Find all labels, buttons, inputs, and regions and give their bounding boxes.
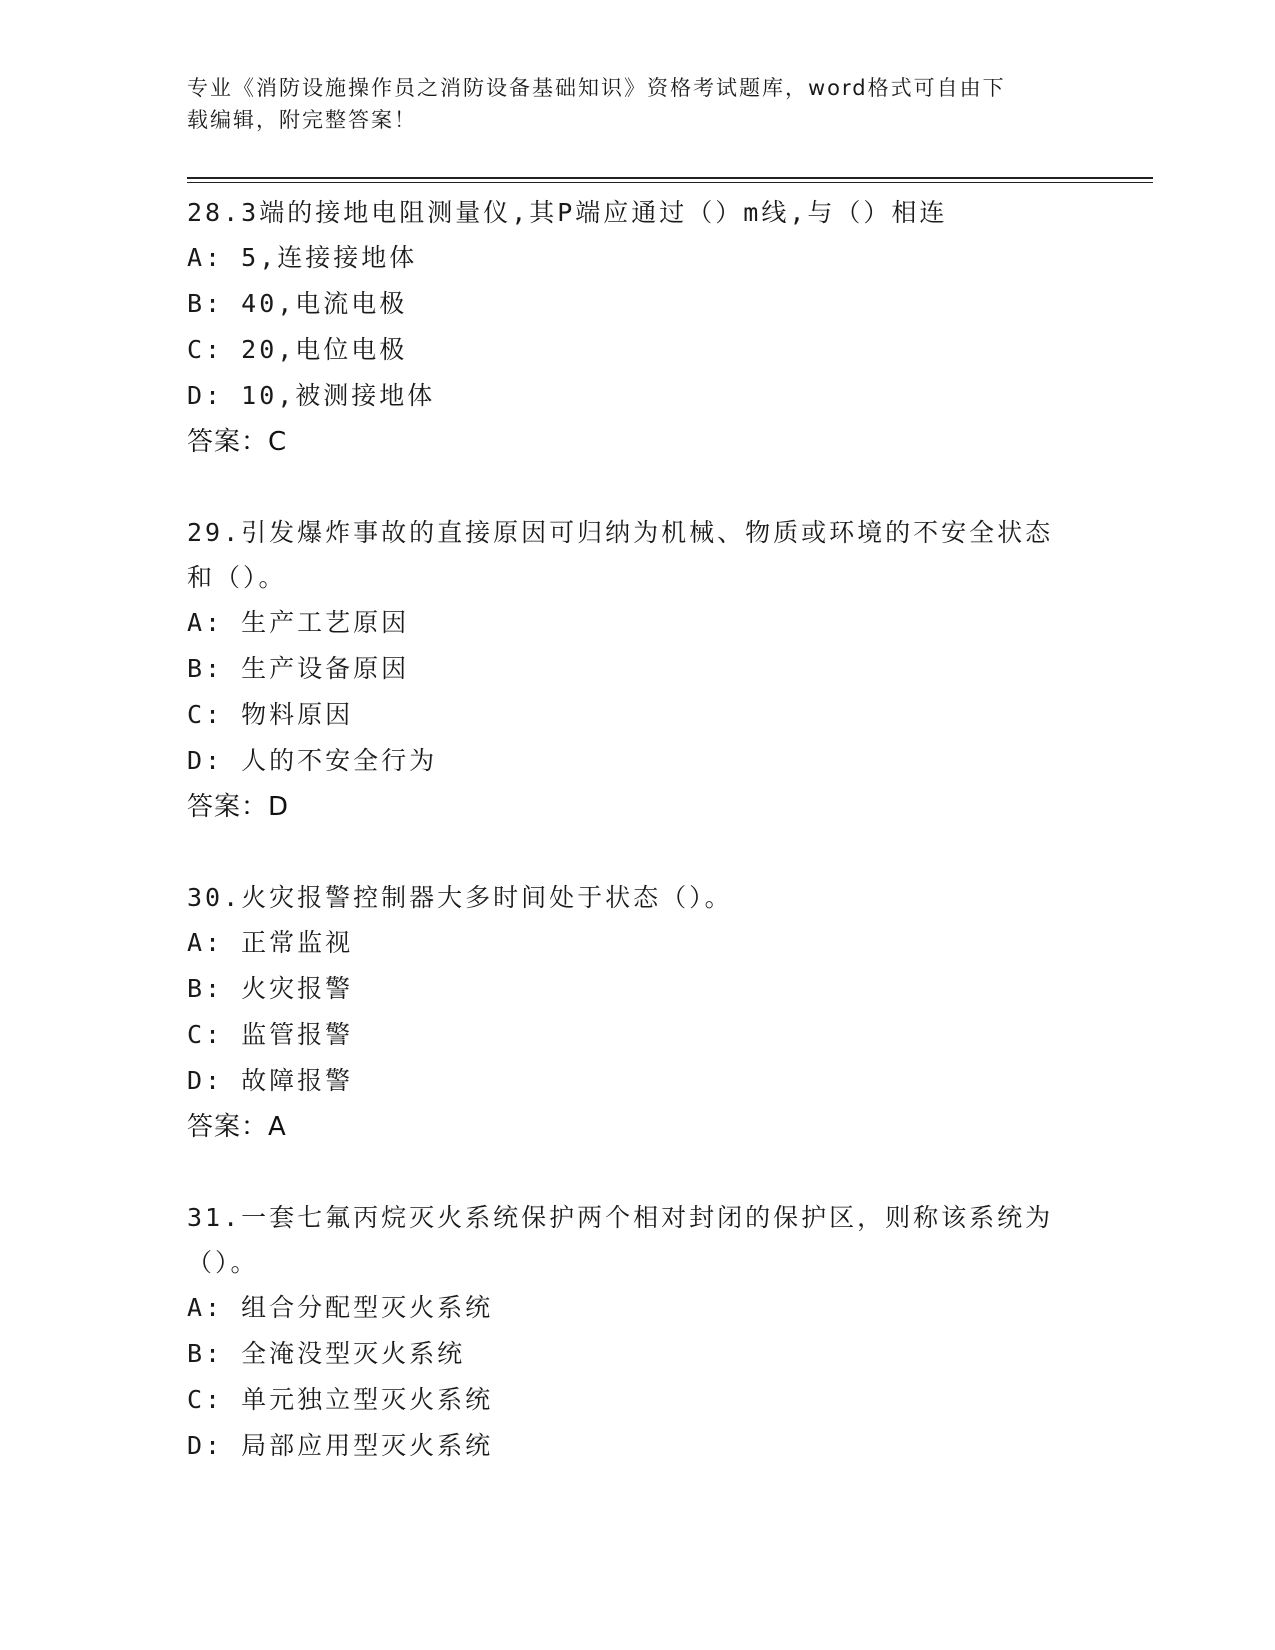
option-d: D: 10,被测接地体 <box>187 381 436 410</box>
option-a: A: 生产工艺原因 <box>187 608 410 637</box>
header-line-1: 专业《消防设施操作员之消防设备基础知识》资格考试题库，word格式可自由下 <box>187 76 1006 100</box>
option-d: D: 故障报警 <box>187 1066 354 1095</box>
option-a: A: 组合分配型灭火系统 <box>187 1293 494 1322</box>
option-c: C: 监管报警 <box>187 1020 354 1049</box>
question-28 <box>187 190 1087 465</box>
question-list <box>187 190 1087 1514</box>
option-a: A: 5,连接接地体 <box>187 243 418 272</box>
answer-line: 答案：C <box>187 427 288 457</box>
question-stem-continued: （）。 <box>187 1248 259 1277</box>
document-header <box>187 72 1067 136</box>
header-divider-thick <box>187 177 1153 179</box>
question-stem: 31.一套七氟丙烷灭火系统保护两个相对封闭的保护区，则称该系统为 <box>187 1203 1054 1232</box>
option-b: B: 全淹没型灭火系统 <box>187 1339 466 1368</box>
option-d: D: 人的不安全行为 <box>187 746 438 775</box>
answer-line: 答案：A <box>187 1112 287 1142</box>
question-29 <box>187 510 1087 830</box>
option-a: A: 正常监视 <box>187 928 354 957</box>
option-b: B: 生产设备原因 <box>187 654 410 683</box>
question-30 <box>187 875 1087 1150</box>
option-c: C: 20,电位电极 <box>187 335 408 364</box>
question-31 <box>187 1195 1087 1469</box>
option-d: D: 局部应用型灭火系统 <box>187 1431 494 1460</box>
question-stem: 29.引发爆炸事故的直接原因可归纳为机械、物质或环境的不安全状态 <box>187 518 1054 547</box>
header-divider-thin <box>187 182 1153 183</box>
header-line-2: 载编辑，附完整答案！ <box>187 108 417 132</box>
question-stem-continued: 和（）。 <box>187 563 287 592</box>
option-c: C: 物料原因 <box>187 700 354 729</box>
question-stem: 30.火灾报警控制器大多时间处于状态（）。 <box>187 883 733 912</box>
option-b: B: 40,电流电极 <box>187 289 408 318</box>
question-stem: 28.3端的接地电阻测量仪,其P端应通过（）m线,与（）相连 <box>187 198 948 227</box>
answer-line: 答案：D <box>187 792 290 822</box>
option-c: C: 单元独立型灭火系统 <box>187 1385 494 1414</box>
option-b: B: 火灾报警 <box>187 974 354 1003</box>
